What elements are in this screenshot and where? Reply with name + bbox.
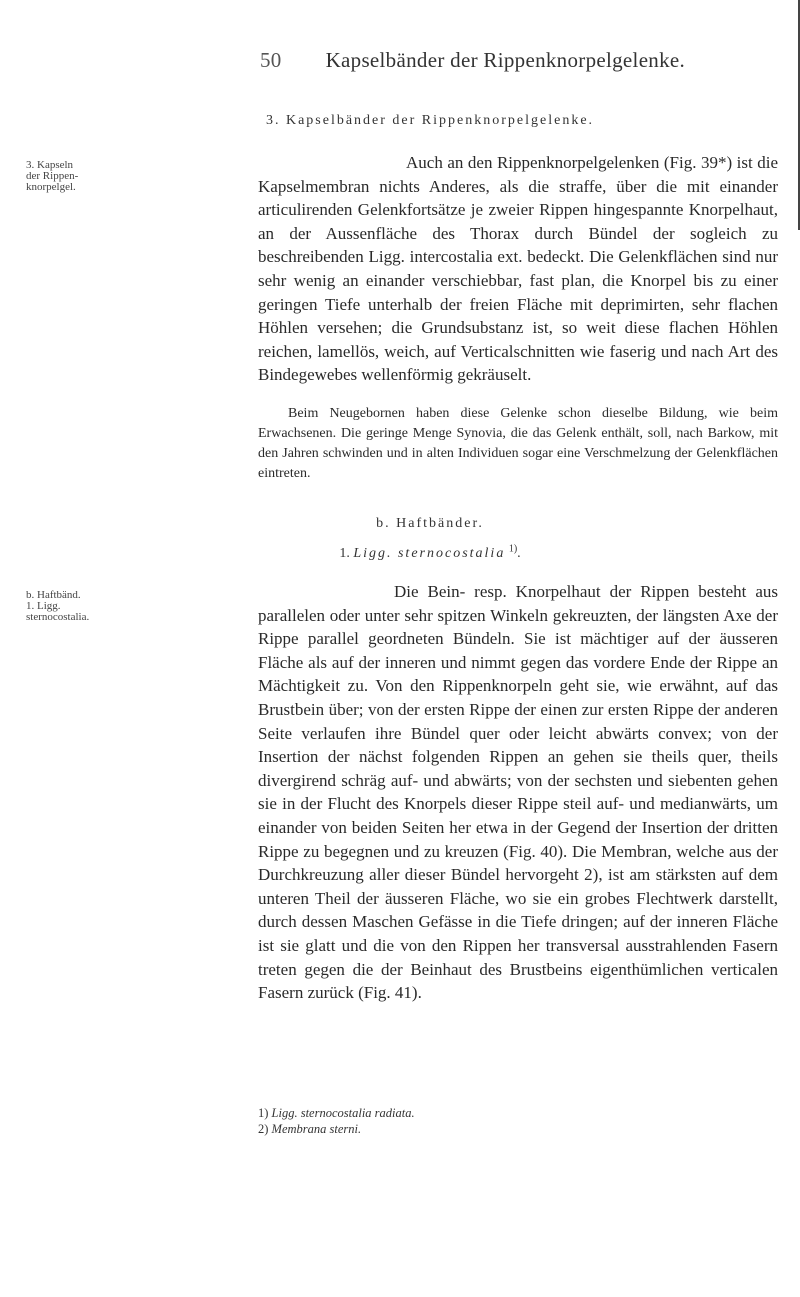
section-heading-b: b. Haftbänder. [376,516,484,531]
footnote-2: 2) Membrana sterni. [258,1122,362,1136]
paragraph-haftbaender: Die Bein- resp. Knorpelhaut der Rippen besteht aus parallelen oder unter sehr spitzen Winkeln gekreuzten, der längsten Axe der Rippe parallel geordneten Bündeln. Sie ist mächtiger auf der äusseren Fläche als auf der inneren und nimmt gegen das vordere Ende der Rippe an Mächtigkeit zu. Von den Rippenknorpeln geht sie, wie erwähnt, auf das Brustbein über; von der ersten Rippe der einen zur ersten Rippe der anderen Seite verlaufen ihre Bündel quer oder leicht abwärts convex; von der Insertion der nächst folgenden Rippen an gehen sie theils quer, theils divergirend schräg auf- und abwärts; von der sechsten und siebenten gehen sie in der Flucht des Knorpels dieser Rippe steil auf- und medianwärts, um einander von beiden Seiten her etwa in der Gegend der Insertion der dritten Rippe zu begegnen und zu kreuzen (Fig. 40). Die Membran, welche aus der Durchkreuzung aller dieser Bündel hervorgeht 2), ist am stärksten auf dem unteren Theil der äusseren Fläche, wo sie ein grobes Flechtwerk darstellt, durch dessen Maschen Gefässe in die Tiefe dringen; auf der inneren Fläche ist sie glatt und die von den Rippen her transversal ausstrahlenden Fasern treten gegen die der Beinhaut des Brustbeins eigenthümlichen verticalen Fasern zurück (Fig. 41). [258,582,778,1003]
footnote-ref-1: 1) [508,543,518,555]
page-number: 50 [260,48,282,72]
running-title: Kapselbänder der Rippenknorpelgelenke. [325,48,686,72]
section-heading-3: 3. Kapselbänder der Rippenknorpelgelenke. [265,113,595,128]
footnote-1: 1) Ligg. sternocostalia radiata. [258,1106,415,1120]
subheading-title: Ligg. sternocostalia [353,546,506,561]
subheading-ligg: 1. Ligg. sternocostalia $^{1)}$. [339,543,521,561]
running-header [260,48,780,73]
paragraph-newborn: Beim Neugebornen haben diese Gelenke schon dieselbe Bildung, wie beim Erwachsenen. Die geringe Menge Synovia, die das Gelenk enthält, soll, nach Barkow, mit den Jahren schwinden und in alten Individuen sogar eine Verschmelzung der Gelenkflächen eintreten. [258,406,778,481]
subheading-number: 1. [339,546,350,561]
margin-note-b: b. Haftbänd. 1. Ligg. sternocostalia. [26,589,90,623]
footnotes [258,1105,778,1137]
margin-note-3: 3. Kapseln der Rippen-knorpelgel. [26,159,79,193]
paragraph-capsule: Auch an den Rippenknorpelgelenken (Fig. 39*) ist die Kapselmembran nichts Anderes, als die straffe, über die mit einander articulirenden Gelenkfortsätze je zweier Rippen hingespannte Knorpelhaut, an der Aussenfläche des Thorax durch Bündel der sogleich zu beschreibenden Ligg. intercostalia ext. bedeckt. Die Gelenkflächen sind nur sehr wenig an einander verschiebbar, fast plan, die Knorpel bis zu einer geringen Tiefe unterhalb der freien Fläche mit deprimirten, sehr flachen Höhlen versehen; die Grundsubstanz ist, so weit diese flachen Höhlen reichen, lamellös, weich, auf Verticalschnitten wie faserig und nach Art des Bindegewebes wellenförmig gekräuselt. [258,153,778,385]
